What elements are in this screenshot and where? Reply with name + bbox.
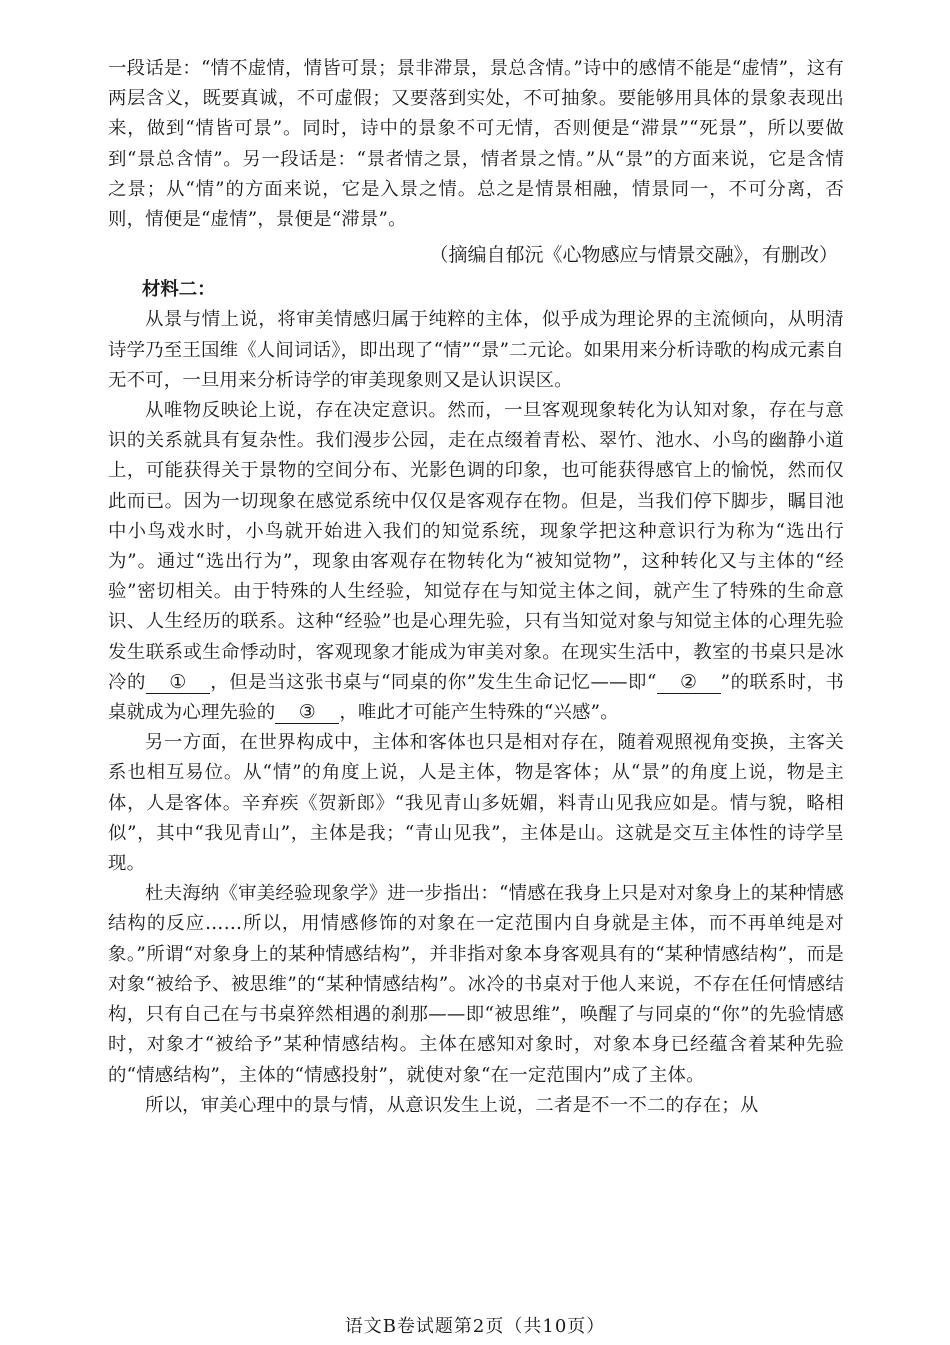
paragraph-intersubjectivity: 另一方面，在世界构成中，主体和客体也只是相对存在，随着观照视角变换，主客关系也相互易位。从“情”的角度上说，人是主体，物是客体；从“景”的角度上说，物是主体，人是客体。辛弃疾《贺新郎》“我见青山多妩媚，料青山见我应如是。情与貌，略相似”，其中“我见青山”，主体是我；“青山见我”，主体是山。这就是交互主体性的诗学呈现。 [108,732,844,875]
page-footer: 语文B卷试题第2页（共10页） [344,1316,606,1337]
paragraph-text: 从唯物反映论上说，存在决定意识。然而，一旦客观现象转化为认知对象，存在与意识的关系就具有复杂性。我们漫步公园，走在点缀着青松、翠竹、池水、小鸟的幽静小道上，可能获得关于景物的空间分布、光影色调的印象，也可能获得感官上的愉悦，然而仅此而已。因为一切现象在感觉系统中仅仅是客观存在物。但是，当我们停下脚步，瞩目池中小鸟戏水时，小鸟就开始进入我们的知觉系统，现象学把这种意识行为称为“选出行为”。通过“选出行为”，现象由客观存在物转化为“被知觉物”，这种转化又与主体的“经验”密切相关。由于特殊的人生经验，知觉存在与知觉主体之间，就产生了特殊的生命意识、人生经历的联系。这种“经验”也是心理先验，只有当知觉对象与知觉主体的心理先验发生联系或生命悸动时，客观现象才能成为审美对象。在现实生活中，教室的书桌只是冰冷的 [108,400,844,693]
fill-blank-2: ② [657,671,721,694]
paragraph-text: ，唯此才可能产生特殊的“兴感”。 [339,702,619,724]
paragraph-emotion-scene: 从景与情上说，将审美情感归属于纯粹的主体，似乎成为理论界的主流倾向，从明清诗学乃至王国维《人间词话》，即出现了“情”“景”二元论。如果用来分析诗歌的构成元素自无不可，一旦用来分析诗学的审美现象则又是认识误区。 [108,309,844,391]
section-title-material2: 材料二： [142,279,216,301]
paragraph-material1-end: 一段话是：“情不虚情，情皆可景；景非滞景，景总含情。”诗中的感情不能是“虚情”，这有两层含义，既要真诚，不可虚假；又要落到实处，不可抽象。要能够用具体的景象表现出来，做到“情皆可景”。同时，诗中的景象不可无情，否则便是“滞景”“死景”，所以要做到“景总含情”。另一段话是：“景者情之景，情者景之情。”从“景”的方面来说，它是含情之景；从“情”的方面来说，它是入景之情。总之是情景相融，情景同一，不可分离，否则，情便是“虚情”，景便是“滞景”。 [108,58,844,231]
paragraph-conclusion: 所以，审美心理中的景与情，从意识发生上说，二者是不一不二的存在；从 [145,1094,759,1116]
paragraph-text: ，但是当这张书桌与“同桌的你”发生生命记忆——即“ [209,671,657,693]
source-citation: （摘编自郁沅《心物感应与情景交融》，有删改） [429,244,838,267]
paragraph-materialism [108,396,844,728]
fill-blank-3: ③ [275,701,339,724]
fill-blank-1: ① [146,671,210,694]
paragraph-dufrenne: 杜夫海纳《审美经验现象学》进一步指出：“情感在我身上只是对对象身上的某种情感结构的反应……所以，用情感修饰的对象在一定范围内自身就是主体，而不再单纯是对象。”所谓“对象身上的某种情感结构”，并非指对象本身客观具有的“某种情感结构”，而是对象“被给予、被思维”的“某种情感结构”。冰冷的书桌对于他人来说，不存在任何情感结构，只有自己在与书桌猝然相遇的刹那——即“被思维”，唤醒了与同桌的“你”的先验情感时，对象才“被给予”某种情感结构。主体在感知对象时，对象本身已经蕴含着某种先验的“情感结构”，主体的“情感投射”，就使对象“在一定范围内”成了主体。 [108,883,844,1086]
paragraph-text: ”的联系时，书桌就成为心理先验的 [108,671,844,724]
document-body [108,54,844,1121]
